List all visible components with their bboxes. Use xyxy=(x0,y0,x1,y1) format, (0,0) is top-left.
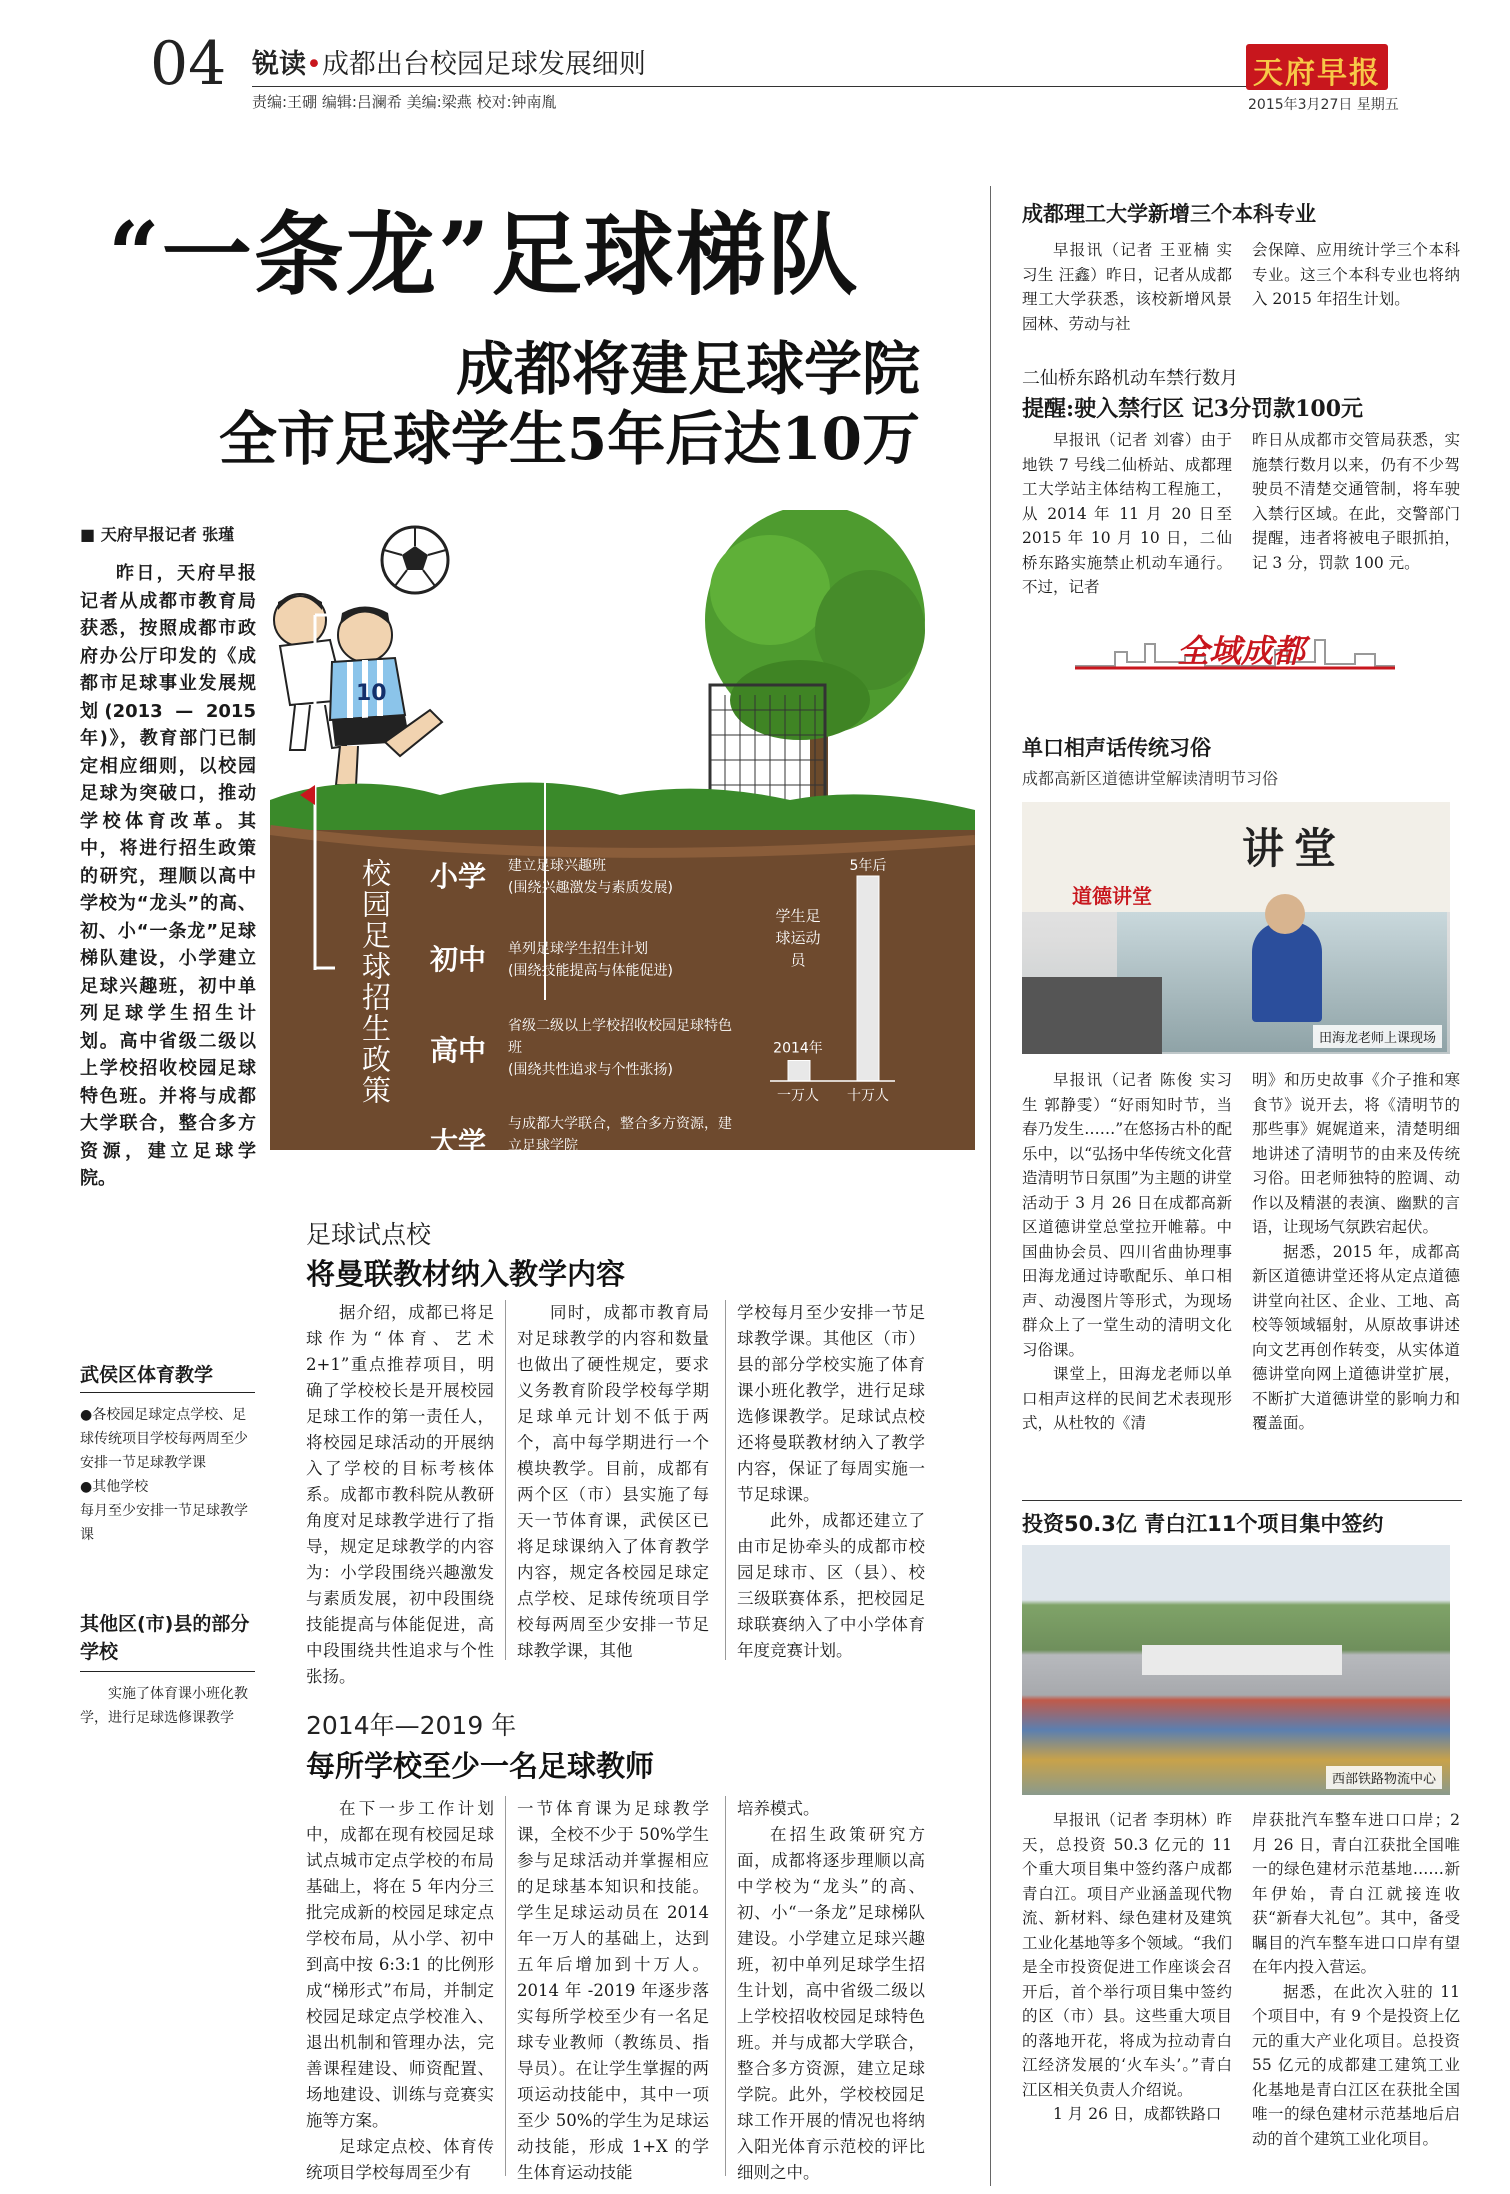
paragraph: 学校每月至少安排一节足球教学课。其他区（市）县的部分学校实施了体育课小班化教学，进行足球选修课教学。足球试点校还将曼联教材纳入了教学内容，保证了每周实施一节足球课。 xyxy=(737,1303,925,1504)
sidebar-wuhou xyxy=(80,1360,255,1547)
paragraph: 足球定点校、体育传统项目学校每周至少有 xyxy=(306,2137,494,2182)
article4-col2 xyxy=(1252,1808,1460,2151)
paper-logo-text: 天府早报 xyxy=(1253,56,1381,91)
paragraph: 明》和历史故事《介子推和寒食节》说开去，将《清明节的那些事》娓娓道来，清楚明细地讲述了清明节的由来及传统习俗。田老师独特的腔调、动作以及精湛的表演、幽默的言语，让现场气氛跌宕起伏。 xyxy=(1252,1071,1460,1236)
article2-col1 xyxy=(1022,428,1232,600)
bar-5-years-later xyxy=(857,876,879,1081)
paragraph: 早报讯（记者 陈俊 实习生 郭静雯）“好雨知时节，当春乃发生……”在悠扬古朴的配乐中，以“弘扬中华传统文化营造清明节日氛围”为主题的讲堂活动于 3 月 26 日在成都高新区道德讲堂总堂拉开帷幕。中国曲协会员、四川省曲协理事田海龙通过诗歌配乐、单口相声、动漫图片等形式，为现场群众上了一堂生动的清明文化习俗课。 xyxy=(1022,1071,1232,1359)
paragraph: 早报讯（记者 王亚楠 实习生 汪鑫）昨日，记者从成都理工大学获悉，该校新增风景园林、劳动与社 xyxy=(1022,241,1232,333)
paragraph: 此外，成都还建立了由市足协牵头的成都市校园足球市、区（县）、校三级联赛体系，把校园足球联赛纳入了中小学体育年度竞赛计划。 xyxy=(737,1511,925,1660)
byline: ■ 天府早报记者 张瑾 xyxy=(80,525,235,544)
photo-warehouse xyxy=(1142,1645,1342,1675)
paragraph: 昨日从成都市交管局获悉，实施禁行数月以来，仍有不少驾驶员不清楚交通管制，将车驶入禁行区域。在此，交警部门提醒，违者将被电子眼抓拍，记 3 分，罚款 100 元。 xyxy=(1252,431,1460,572)
article3-col1 xyxy=(1022,1068,1232,1436)
level-name: 小学 xyxy=(430,860,487,893)
level-desc: 单列足球学生招生计划 xyxy=(508,941,648,957)
paragraph: 据介绍，成都已将足球作为“体育、艺术 2+1”重点推荐项目，明确了学校校长是开展校园足球工作的第一责任人，将校园足球活动的开展纳入了学校的目标考核体系。成都市教科院从教研角度对足球教学进行了指导，规定足球教学的内容为：小学段围绕兴趣激发与素质发展，初中段围绕技能提高与体能促进，高中段围绕共性追求与个性张扬。 xyxy=(306,1303,494,1686)
chart-title: 学生足球运动员 xyxy=(775,907,821,969)
photo-speaker-head xyxy=(1265,894,1305,934)
level-name: 初中 xyxy=(430,943,487,976)
lead-paragraph xyxy=(80,560,256,1193)
soccer-ball-icon xyxy=(382,527,448,593)
paragraph: 早报讯（记者 刘睿）由于地铁 7 号线二仙桥站、成都理工大学站主体结构工程施工，从 2014 年 11 月 20 日至 2015 年 10 月 10 日，二仙桥东路实施禁止机动车通行。不过，记者 xyxy=(1022,431,1232,596)
section2-col3 xyxy=(737,1796,925,2186)
photo-podium xyxy=(1022,977,1162,1054)
page-column-divider xyxy=(990,186,991,2186)
masthead-rule xyxy=(252,86,1252,87)
photo-sign-small: 道德讲堂 xyxy=(1072,884,1152,908)
paragraph: 1 月 26 日，成都铁路口 xyxy=(1053,2105,1222,2123)
section-topic: 成都出台校园足球发展细则 xyxy=(321,49,646,80)
level-desc: 省级二级以上学校招收校园足球特色班 xyxy=(508,1018,732,1056)
section2-col2 xyxy=(517,1796,709,2186)
banner-text: 全域成都 xyxy=(1177,632,1306,670)
paragraph: 早报讯（记者 李玥林）昨天，总投资 50.3 亿元的 11 个重大项目集中签约落户成都青白江。项目产业涵盖现代物流、新材料、绿色建材及建筑工业化基地等多个领域。“我们是全市投资促进工作座谈会召开后，首个举行项目集中签约的区（市）县。这些重大项目的落地开花，将成为拉动青白江经济发展的‘火车头’。”青白江区相关负责人介绍说。 xyxy=(1022,1811,1232,2099)
editor-credits: 责编:王硼 编辑:吕澜希 美编:梁燕 校对:钟南胤 xyxy=(252,93,557,111)
section-title xyxy=(252,42,646,81)
article3-photo xyxy=(1022,802,1450,1054)
section2-title: 每所学校至少一名足球教师 xyxy=(306,1749,655,1783)
article2-title: 提醒:驶入禁行区 记3分罚款100元 xyxy=(1022,396,1364,422)
column-divider xyxy=(725,1796,726,2176)
level-note: (围绕共性追求与个性张扬) xyxy=(508,1062,673,1078)
main-subhead-2: 全市足球学生5年后达10万 xyxy=(218,405,920,473)
level-note: (围绕技能提高与体能促进) xyxy=(508,963,673,979)
paragraph: 课堂上，田海龙老师以单口相声这样的民间艺术表现形式，从杜牧的《清 xyxy=(1022,1365,1232,1432)
main-headline: “一条龙”足球梯队 xyxy=(108,202,860,308)
article2-col2 xyxy=(1252,428,1460,575)
level-desc: 与成都大学联合，整合多方资源，建立足球学院 xyxy=(508,1116,732,1154)
infographic-vertical-title: 校园足球招生政策 xyxy=(358,858,392,1106)
section1-col3 xyxy=(737,1300,925,1664)
column-divider xyxy=(505,1796,506,2176)
section1-col2 xyxy=(517,1300,709,1664)
level-note: (围绕兴趣激发与素质发展) xyxy=(508,880,673,896)
section-name: 锐读 xyxy=(252,49,306,80)
bar-category-1: 2014年 xyxy=(773,1040,823,1057)
jersey-number: 10 xyxy=(356,681,387,706)
paragraph: 会保障、应用统计学三个本科专业。这三个本科专业也将纳入 2015 年招生计划。 xyxy=(1252,241,1460,308)
article3-subtitle: 成都高新区道德讲堂解读清明节习俗 xyxy=(1022,769,1279,788)
column-divider xyxy=(505,1300,506,1660)
sidebar-item: ●各校园足球定点学校、足球传统项目学校每两周至少安排一节足球教学课 xyxy=(80,1407,248,1471)
sidebar-item: ●其他学校 xyxy=(80,1479,149,1495)
photo-sign-text: 讲堂 xyxy=(1242,824,1347,873)
section1-kicker: 足球试点校 xyxy=(306,1220,432,1249)
section1-title: 将曼联教材纳入教学内容 xyxy=(306,1257,626,1291)
level-name: 高中 xyxy=(430,1034,487,1067)
lead-text: 昨日，天府早报记者从成都市教育局获悉，按照成都市政府办公厅印发的《成都市足球事业发展规划(2013 — 2015年)》，教育部门已制定相应细则，以校园足球为突破口，推动学校体育改革。其中，将进行招生政策的研究，理顺以高中学校为“龙头”的高、初、小“一条龙”足球梯队建设，小学建立足球兴趣班，初中单列足球学生招生计划。高中省级二级以上学校招收校园足球特色班。并将与成都大学联合，整合多方资源，建立足球学院。 xyxy=(80,563,256,1189)
bar-2014 xyxy=(788,1061,810,1082)
article3-title: 单口相声话传统习俗 xyxy=(1022,736,1211,760)
sidebar-title-wuhou: 武侯区体育教学 xyxy=(80,1360,255,1393)
paragraph: 在下一步工作计划中，成都在现有校园足球试点城市定点学校的布局基础上，将在 5 年内分三批完成新的校园足球定点学校布局，从小学、初中到高中按 6:3:1 的比例形成“梯形式”布局，并制定校园足球定点学校准入、退出机制和管理办法，完善课程建设、师资配置、场地建设、训练与竞赛实施等方案。 xyxy=(306,1799,494,2130)
sidebar-item: 每月至少安排一节足球教学课 xyxy=(80,1503,248,1543)
sidebar-other-districts xyxy=(80,1610,255,1730)
photo-caption: 西部铁路物流中心 xyxy=(1326,1766,1442,1789)
photo-speaker xyxy=(1252,922,1322,1022)
article1-col2 xyxy=(1252,238,1460,312)
paragraph: 在招生政策研究方面，成都将逐步理顺以高中学校为“龙头”的高、初、小“一条龙”足球梯队建设。小学建立足球兴趣班，初中单列足球学生招生计划，高中省级二级以上学校招收校园足球特色班。并与成都大学联合，整合多方资源，建立足球学院。此外，学校校园足球工作开展的情况也将纳入阳光体育示范校的评比细则之中。 xyxy=(737,1825,925,2182)
player-count-chart xyxy=(760,855,900,1115)
paragraph: 同时，成都市教育局对足球教学的内容和数量也做出了硬性规定，要求义务教育阶段学校每学期足球单元计划不低于两个，高中每学期进行一个模块教学。目前，成都有两个区（市）县实施了每天一节体育课，武侯区已将足球课纳入了体育教学内容，规定各校园足球定点学校、足球传统项目学校每两周至少安排一节足球教学课，其他 xyxy=(517,1303,709,1660)
sidebar-body: 实施了体育课小班化教学，进行足球选修课教学 xyxy=(80,1686,248,1726)
article4-title: 投资50.3亿 青白江11个项目集中签约 xyxy=(1022,1512,1384,1536)
section-separator: • xyxy=(306,49,322,80)
paragraph: 一节体育课为足球教学课，全校不少于 50%学生参与足球活动并掌握相应的足球基本知识和技能。学生足球运动员在 2014 年一万人的基础上，达到五年后增加到十万人。2014 年 -2019 年逐步落实每所学校至少有一名足球专业教师（教练员、指导员）。在让学生掌握的两项运动技能中，其中一项至少 50%的学生为足球运动技能，形成 1+X 的学生体育运动技能 xyxy=(517,1799,709,2182)
main-subhead-1: 成都将建足球学院 xyxy=(455,335,920,403)
paragraph: 岸获批汽车整车进口口岸；2 月 26 日，青白江获批全国唯一的绿色建材示范基地……新年伊始，青白江就接连收获“新春大礼包”。其中，备受瞩目的汽车整车进口口岸有望在年内投入营运。 xyxy=(1252,1811,1460,1976)
article1-title: 成都理工大学新增三个本科专业 xyxy=(1022,202,1316,226)
sidebar-title-other: 其他区(市)县的部分学校 xyxy=(80,1610,255,1672)
bar-value-label-2: 十万人 xyxy=(847,1088,889,1104)
article4-photo xyxy=(1022,1545,1450,1795)
paragraph: 据悉，2015 年，成都高新区道德讲堂还将从定点道德讲堂向社区、企业、工地、高校等领域辐射，从原故事讲述向文艺再创作转变，从实体道德讲堂向网上道德讲堂扩展，不断扩大道德讲堂的影响力和覆盖面。 xyxy=(1252,1242,1460,1432)
bar-value-label-1: 一万人 xyxy=(777,1088,819,1104)
level-desc: 建立足球兴趣班 xyxy=(508,858,606,874)
issue-date: 2015年3月27日 星期五 xyxy=(1248,97,1399,113)
photo-caption: 田海龙老师上课现场 xyxy=(1313,1025,1442,1048)
level-name: 大学 xyxy=(430,1126,487,1159)
article4-col1 xyxy=(1022,1808,1232,2127)
article1-col1 xyxy=(1022,238,1232,336)
section1-col1 xyxy=(306,1300,494,1690)
column-divider xyxy=(725,1300,726,1660)
bar-category-2: 5年后 xyxy=(849,858,887,874)
paragraph: 据悉，在此次入驻的 11 个项目中，有 9 个是投资上亿元的重大产业化项目。总投资 55 亿元的成都建工建筑工业化基地是青白江区在获批全国唯一的绿色建材示范基地后启动的首个建筑工业化项目。 xyxy=(1252,1982,1460,2148)
section2-col1 xyxy=(306,1796,494,2186)
paragraph: 培养模式。 xyxy=(737,1799,820,1818)
article3-col2 xyxy=(1252,1068,1460,1436)
article2-kicker: 二仙桥东路机动车禁行数月 xyxy=(1022,368,1238,389)
page-number: 04 xyxy=(150,29,227,99)
section-banner xyxy=(1075,622,1395,674)
section2-kicker: 2014年—2019 年 xyxy=(306,1711,517,1740)
article4-rule xyxy=(1022,1500,1462,1501)
